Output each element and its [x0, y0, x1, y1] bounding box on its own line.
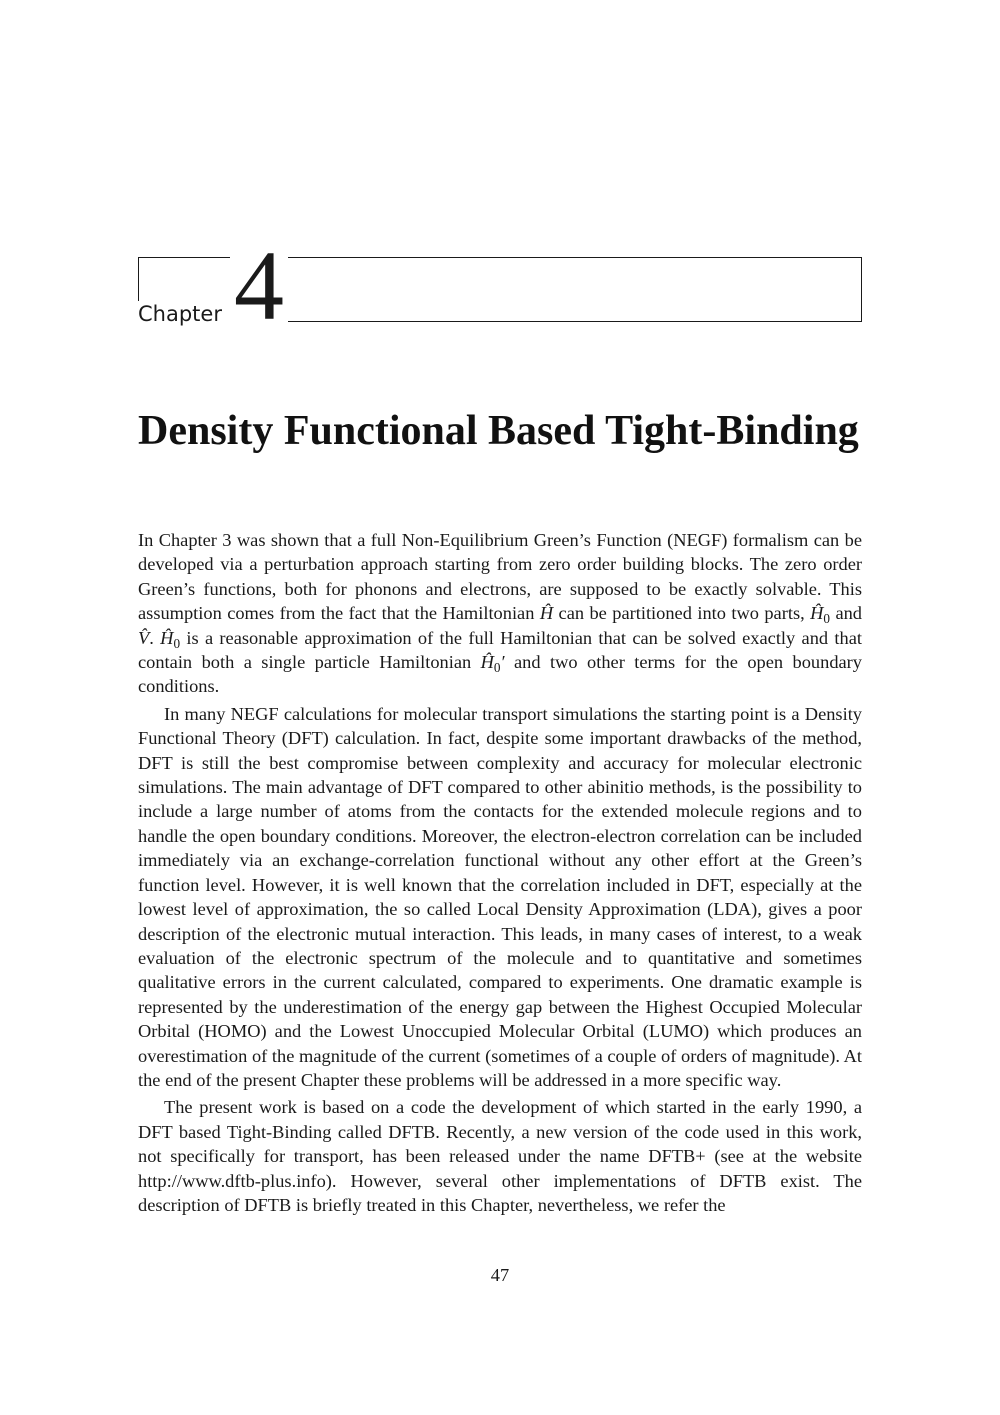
chapter-heading [138, 230, 862, 341]
paragraph-1-text-4: . [149, 627, 161, 648]
paragraph-1-text-5: is a reasonable approximation of the full Hamiltonian that can be solved exactly and that contain both a single particle Hamiltonian [138, 627, 862, 673]
math-h0-second-base: Ĥ [160, 627, 174, 648]
paragraph-2: In many NEGF calculations for molecular transport simulations the starting point is a Density Functional Theory (DFT) calculation. In fact, despite some important drawbacks of the method, DFT is still the best compromise between complexity and accuracy for molecular electronic simulations. The main advantage of DFT compared to other abinitio methods, is the possibility to include a large number of atoms from the contacts for the extended molecule regions and to handle the open boundary conditions. Moreover, the electron-electron correlation can be included immediately via an exchange-correlation functional without any other effort at the Green’s function level. However, it is well known that the correlation included in DFT, especially at the lowest level of approximation, the so called Local Density Approximation (LDA), gives a poor description of the electronic mutual interaction. This leads, in many cases of interest, to a weak evaluation of the electronic spectrum of the molecule and to quantitative and sometimes qualitative errors in the current calculated, compared to experiments. One dramatic example is represented by the underestimation of the energy gap between the Highest Occupied Molecular Orbital (HOMO) and the Lowest Unoccupied Molecular Orbital (LUMO) which produces an overestimation of the magnitude of the current (sometimes of a couple of orders of magnitude). At the end of the present Chapter these problems will be addressed in a more specific way. [138, 703, 862, 1090]
math-v: V̂ [138, 627, 150, 648]
paragraph-3: The present work is based on a code the development of which started in the early 1990, a DFT based Tight-Binding called DFTB. Recently, a new version of the code used in this work, not specifically for transport, has been released under the name DFTB+ (see at the website http://www.dftb-plus.info). However, several other implementations of DFTB exist. The description of DFTB is briefly treated in this Chapter, nevertheless, we refer the [138, 1097, 862, 1215]
chapter-frame-left-top [138, 257, 230, 258]
chapter-title: Density Functional Based Tight-Binding [138, 408, 859, 454]
math-h0-prime-subscript: 0 [493, 660, 501, 675]
math-h0-second [160, 627, 181, 651]
body-text [138, 528, 862, 1217]
paragraph-1-text-1: In Chapter 3 was shown that a full Non-Equilibrium Green’s Function (NEGF) formalism can be developed via a perturbation approach starting from zero order building blocks. The zero order Green’s functions, both for phonons and electrons, are supposed to be exactly solvable. This assumption comes from the fact that the Hamiltonian [138, 530, 862, 624]
math-h0-subscript: 0 [823, 611, 831, 627]
math-h0-prime-base: Ĥ [480, 652, 494, 673]
chapter-label: Chapter [138, 302, 222, 326]
chapter-frame-left-vertical [138, 257, 139, 301]
chapter-frame-right [288, 257, 862, 322]
math-prime-mark: ′ [500, 652, 505, 673]
math-hamiltonian: Ĥ [539, 603, 554, 624]
page-number: 47 [490, 1265, 510, 1285]
math-h0-prime [480, 652, 505, 675]
math-h0 [810, 603, 831, 627]
math-h0-second-subscript: 0 [173, 635, 181, 651]
paragraph-1 [138, 528, 862, 699]
paragraph-1-text-3: and [830, 603, 862, 624]
chapter-number: 4 [234, 230, 284, 341]
paragraph-1-text-2: can be partitioned into two parts, [553, 603, 811, 624]
math-h0-base: Ĥ [810, 603, 824, 624]
paragraph-1-text-6: and two other terms for the open boundary conditions. [138, 652, 863, 697]
